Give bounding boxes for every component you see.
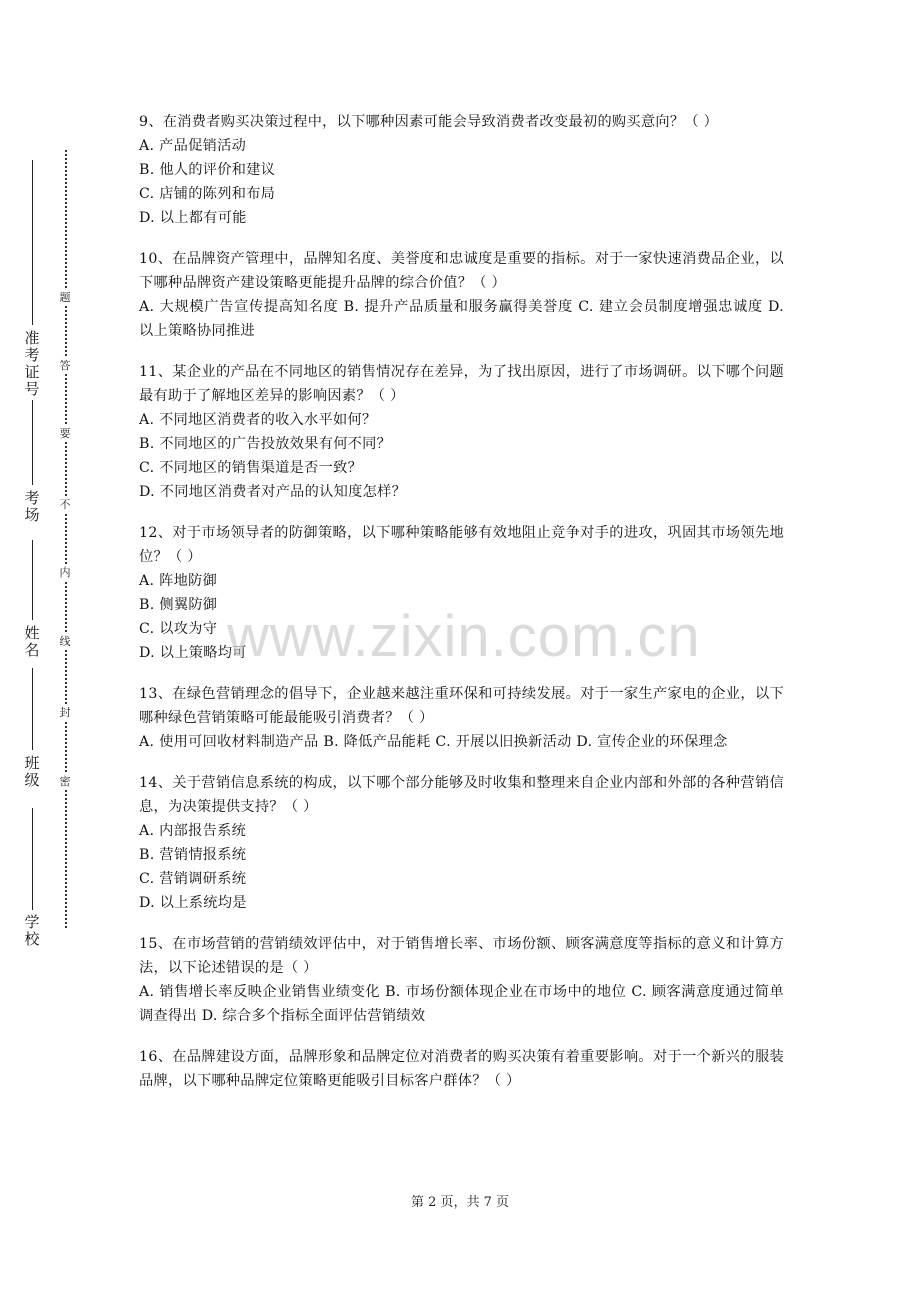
option-b: B. 他人的评价和建议 [139, 162, 276, 178]
question-text: 9、在消费者购买决策过程中，以下哪种因素可能会导致消费者改变最初的购买意向？（ ） [139, 114, 719, 130]
option-d: D. 以上都有可能 [139, 210, 247, 226]
seal-char: 内 [57, 565, 73, 581]
question-item [139, 1045, 784, 1093]
option-d: D. 以上系统均是 [139, 895, 247, 911]
option-c: C. 营销调研系统 [139, 871, 247, 887]
class-underline [32, 668, 33, 750]
question-item [139, 110, 784, 230]
watermark: www.zixin.com.cn [227, 604, 701, 669]
option-a: A. 内部报告系统 [139, 823, 247, 839]
option-a: A. 产品促销活动 [139, 138, 247, 154]
seal-char: 线 [57, 634, 73, 650]
exam-room-label: 考场 [24, 489, 40, 524]
class-label: 班级 [24, 754, 40, 789]
option-a: A. 阵地防御 [139, 573, 218, 589]
option-d: D. 以上策略均可 [139, 645, 247, 661]
inline-options: A. 销售增长率反映企业销售业绩变化 B. 市场份额体现企业在市场中的地位 C. 顾客满意度通过简单调查得出 D. 综合多个指标全面评估营销绩效 [139, 984, 784, 1024]
exam-number-label: 准考证号 [24, 329, 40, 398]
option-b: B. 不同地区的广告投放效果有何不同？ [139, 436, 392, 452]
question-item [139, 682, 784, 754]
exam-number-underline [32, 160, 33, 325]
question-text: 12、对于市场领导者的防御策略，以下哪种策略能够有效地阻止竞争对手的进攻，巩固其市场领先地位？（ ） [139, 525, 784, 565]
exam-room-underline [32, 400, 33, 485]
option-c: C. 店铺的陈列和布局 [139, 186, 276, 202]
school-underline [32, 808, 33, 910]
question-item [139, 247, 784, 343]
option-b: B. 侧翼防御 [139, 597, 218, 613]
seal-char: 答 [57, 358, 73, 374]
seal-char: 密 [57, 774, 73, 790]
page-footer: 第 2 页，共 7 页 [410, 1195, 510, 1210]
question-text: 14、关于营销信息系统的构成，以下哪个部分能够及时收集和整理来自企业内部和外部的各种营销信息，为决策提供支持？（ ） [139, 775, 784, 815]
inline-options: A. 大规模广告宣传提高知名度 B. 提升产品质量和服务赢得美誉度 C. 建立会员制度增强忠诚度 D. 以上策略协同推进 [139, 299, 784, 339]
name-label: 姓名 [24, 624, 40, 659]
option-c: C. 以攻为守 [139, 621, 218, 637]
option-a: A. 不同地区消费者的收入水平如何？ [139, 412, 377, 428]
seal-char: 不 [57, 497, 73, 513]
option-d: D. 不同地区消费者对产品的认知度怎样？ [139, 484, 407, 500]
name-underline [32, 540, 33, 620]
question-item [139, 771, 784, 915]
question-text: 13、在绿色营销理念的倡导下，企业越来越注重环保和可持续发展。对于一家生产家电的企业，以下哪种绿色营销策略可能最能吸引消费者？（ ） [139, 686, 784, 726]
question-item [139, 360, 784, 504]
question-text: 11、某企业的产品在不同地区的销售情况存在差异，为了找出原因，进行了市场调研。以下哪个问题最有助于了解地区差异的影响因素？（ ） [139, 364, 784, 404]
seal-char: 要 [57, 426, 73, 442]
question-text: 16、在品牌建设方面，品牌形象和品牌定位对消费者的购买决策有着重要影响。对于一个新兴的服装品牌，以下哪种品牌定位策略更能吸引目标客户群体？（ ） [139, 1049, 784, 1089]
seal-line [65, 150, 67, 928]
option-b: B. 营销情报系统 [139, 847, 247, 863]
option-c: C. 不同地区的销售渠道是否一致？ [139, 460, 363, 476]
question-text: 15、在市场营销的营销绩效评估中，对于销售增长率、市场份额、顾客满意度等指标的意义和计算方法，以下论述错误的是（ ） [139, 936, 784, 976]
school-label: 学校 [24, 913, 40, 948]
question-item [139, 932, 784, 1028]
seal-char: 封 [57, 705, 73, 721]
question-text: 10、在品牌资产管理中，品牌知名度、美誉度和忠诚度是重要的指标。对于一家快速消费品企业，以下哪种品牌资产建设策略更能提升品牌的综合价值？（ ） [139, 251, 784, 291]
inline-options: A. 使用可回收材料制造产品 B. 降低产品能耗 C. 开展以旧换新活动 D. 宣传企业的环保理念 [139, 734, 728, 750]
seal-char: 题 [57, 290, 73, 306]
